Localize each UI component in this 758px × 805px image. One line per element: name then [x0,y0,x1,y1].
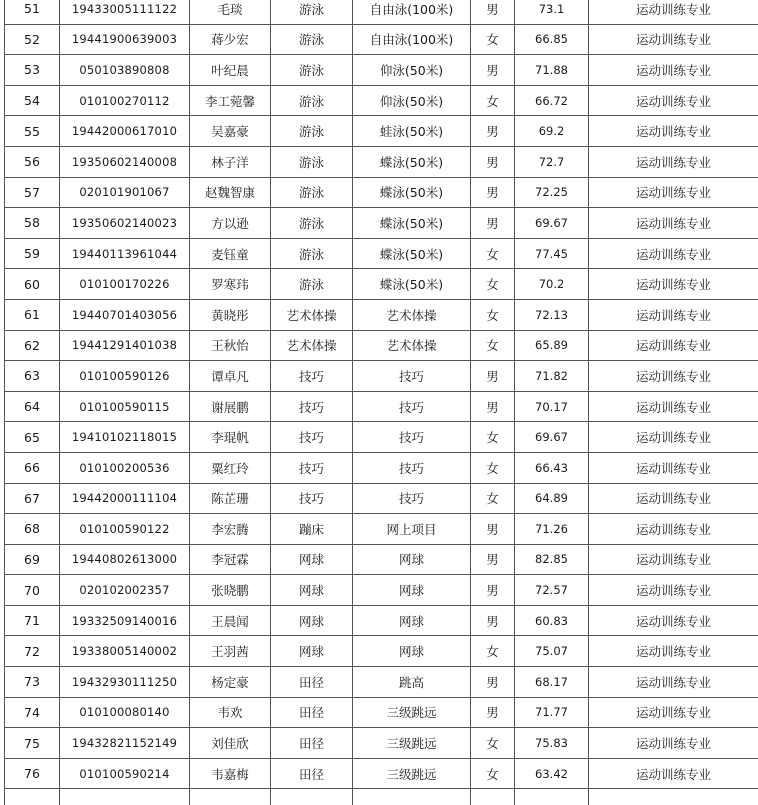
table-row [5,269,758,300]
row-number-cell: 62 [5,330,60,361]
row-number-cell: 59 [5,238,60,269]
row-number-cell: 72 [5,636,60,667]
gender-cell: 男 [471,667,515,698]
gender-cell: 女 [471,636,515,667]
row-number-cell: 71 [5,605,60,636]
sport-cell: 技巧 [271,483,353,514]
row-number-cell: 75 [5,728,60,759]
sport-cell: 网球 [271,605,353,636]
name-cell [190,789,271,805]
gender-cell: 男 [471,177,515,208]
candidate-id-cell: 010100590115 [60,391,190,422]
table-row [5,24,758,55]
candidate-id-cell: 010100200536 [60,452,190,483]
sport-cell: 田径 [271,697,353,728]
name-cell: 李冠霖 [190,544,271,575]
name-cell: 罗寒玮 [190,269,271,300]
event-cell: 仰泳(50米) [353,85,471,116]
table-row [5,361,758,392]
gender-cell: 男 [471,514,515,545]
gender-cell: 男 [471,0,515,24]
candidate-id-cell: 19442000617010 [60,116,190,147]
row-number-cell: 58 [5,208,60,239]
candidate-id-cell: 010100590126 [60,361,190,392]
candidate-id-cell: 010100590122 [60,514,190,545]
candidate-id-cell: 19440113961044 [60,238,190,269]
score-cell [515,789,589,805]
name-cell: 毛琰 [190,0,271,24]
major-cell: 运动训练专业 [589,55,758,86]
table-row [5,116,758,147]
score-cell: 69.67 [515,422,589,453]
name-cell: 林子洋 [190,146,271,177]
gender-cell: 男 [471,391,515,422]
sport-cell: 艺术体操 [271,299,353,330]
name-cell: 王羽茜 [190,636,271,667]
name-cell: 谢展鹏 [190,391,271,422]
major-cell: 运动训练专业 [589,269,758,300]
sport-cell: 游泳 [271,146,353,177]
candidate-id-cell: 19440802613000 [60,544,190,575]
event-cell: 技巧 [353,483,471,514]
table-row [5,605,758,636]
event-cell: 艺术体操 [353,330,471,361]
major-cell: 运动训练专业 [589,0,758,24]
score-cell: 82.85 [515,544,589,575]
candidate-id-cell: 19433005111122 [60,0,190,24]
major-cell: 运动训练专业 [589,238,758,269]
score-cell: 64.89 [515,483,589,514]
score-cell: 63.42 [515,758,589,789]
sport-cell: 游泳 [271,24,353,55]
major-cell: 运动训练专业 [589,330,758,361]
gender-cell: 女 [471,452,515,483]
gender-cell [471,789,515,805]
table-row [5,422,758,453]
score-cell: 71.26 [515,514,589,545]
event-cell [353,789,471,805]
gender-cell: 男 [471,544,515,575]
table-row [5,667,758,698]
score-cell: 66.85 [515,24,589,55]
score-cell: 71.88 [515,55,589,86]
row-number-cell: 74 [5,697,60,728]
score-cell: 71.77 [515,697,589,728]
major-cell: 运动训练专业 [589,728,758,759]
name-cell: 陈芷珊 [190,483,271,514]
candidate-id-cell: 010100080140 [60,697,190,728]
table-row [5,728,758,759]
candidate-id-cell: 19332509140016 [60,605,190,636]
event-cell: 三级跳远 [353,697,471,728]
row-number-cell: 76 [5,758,60,789]
event-cell: 蝶泳(50米) [353,146,471,177]
name-cell: 赵魏智康 [190,177,271,208]
name-cell: 叶纪晨 [190,55,271,86]
row-number-cell: 57 [5,177,60,208]
sport-cell: 游泳 [271,55,353,86]
score-cell: 68.17 [515,667,589,698]
sport-cell: 游泳 [271,0,353,24]
sport-cell: 技巧 [271,422,353,453]
name-cell: 粟红玲 [190,452,271,483]
sport-cell: 游泳 [271,269,353,300]
event-cell: 网球 [353,575,471,606]
sport-cell: 田径 [271,758,353,789]
candidate-id-cell: 19441291401038 [60,330,190,361]
sport-cell: 田径 [271,728,353,759]
gender-cell: 女 [471,269,515,300]
candidate-id-cell: 19432930111250 [60,667,190,698]
event-cell: 技巧 [353,452,471,483]
table-row [5,483,758,514]
candidate-id-cell: 19442000111104 [60,483,190,514]
name-cell: 韦嘉梅 [190,758,271,789]
major-cell: 运动训练专业 [589,575,758,606]
row-number-cell: 69 [5,544,60,575]
event-cell: 仰泳(50米) [353,55,471,86]
major-cell [589,789,758,805]
sport-cell: 蹦床 [271,514,353,545]
name-cell: 张晓鹏 [190,575,271,606]
row-number-cell: 65 [5,422,60,453]
major-cell: 运动训练专业 [589,758,758,789]
row-number-cell: 64 [5,391,60,422]
event-cell: 自由泳(100米) [353,24,471,55]
table-row [5,575,758,606]
row-number-cell [5,789,60,805]
table-row [5,299,758,330]
name-cell: 麦钰童 [190,238,271,269]
sport-cell: 艺术体操 [271,330,353,361]
candidate-id-cell: 19432821152149 [60,728,190,759]
row-number-cell: 56 [5,146,60,177]
major-cell: 运动训练专业 [589,636,758,667]
table-row [5,636,758,667]
gender-cell: 男 [471,361,515,392]
score-cell: 70.17 [515,391,589,422]
event-cell: 蝶泳(50米) [353,177,471,208]
candidate-id-cell: 050103890808 [60,55,190,86]
sport-cell: 游泳 [271,208,353,239]
score-cell: 77.45 [515,238,589,269]
major-cell: 运动训练专业 [589,361,758,392]
major-cell: 运动训练专业 [589,24,758,55]
major-cell: 运动训练专业 [589,391,758,422]
score-cell: 72.13 [515,299,589,330]
gender-cell: 女 [471,299,515,330]
name-cell: 吴嘉豪 [190,116,271,147]
major-cell: 运动训练专业 [589,208,758,239]
score-cell: 75.07 [515,636,589,667]
score-cell: 60.83 [515,605,589,636]
event-cell: 蝶泳(50米) [353,208,471,239]
score-cell: 72.7 [515,146,589,177]
row-number-cell: 68 [5,514,60,545]
candidate-id-cell: 010100270112 [60,85,190,116]
event-cell: 自由泳(100米) [353,0,471,24]
sport-cell: 技巧 [271,361,353,392]
event-cell: 蝶泳(50米) [353,269,471,300]
gender-cell: 男 [471,55,515,86]
candidate-id-cell: 19350602140008 [60,146,190,177]
major-cell: 运动训练专业 [589,697,758,728]
table-row [5,55,758,86]
row-number-cell: 63 [5,361,60,392]
table-row [5,789,758,805]
sport-cell: 网球 [271,575,353,606]
candidate-id-cell: 010100590214 [60,758,190,789]
sport-cell: 游泳 [271,238,353,269]
candidate-id-cell: 19441900639003 [60,24,190,55]
major-cell: 运动训练专业 [589,116,758,147]
gender-cell: 女 [471,728,515,759]
table-row [5,208,758,239]
name-cell: 黄晓彤 [190,299,271,330]
event-cell: 网上项目 [353,514,471,545]
gender-cell: 男 [471,605,515,636]
gender-cell: 女 [471,238,515,269]
gender-cell: 男 [471,575,515,606]
row-number-cell: 53 [5,55,60,86]
sport-cell: 技巧 [271,391,353,422]
name-cell: 王秋怡 [190,330,271,361]
major-cell: 运动训练专业 [589,667,758,698]
score-cell: 72.57 [515,575,589,606]
major-cell: 运动训练专业 [589,483,758,514]
gender-cell: 男 [471,697,515,728]
table-row [5,146,758,177]
name-cell: 李宏腾 [190,514,271,545]
major-cell: 运动训练专业 [589,514,758,545]
gender-cell: 女 [471,483,515,514]
event-cell: 网球 [353,605,471,636]
gender-cell: 男 [471,146,515,177]
score-cell: 73.1 [515,0,589,24]
table-row [5,330,758,361]
table-row [5,758,758,789]
table-row [5,452,758,483]
event-cell: 蝶泳(50米) [353,238,471,269]
sport-cell: 游泳 [271,116,353,147]
name-cell: 王晨闻 [190,605,271,636]
name-cell: 蒋少宏 [190,24,271,55]
gender-cell: 男 [471,116,515,147]
name-cell: 方以逊 [190,208,271,239]
major-cell: 运动训练专业 [589,605,758,636]
candidate-id-cell: 020101901067 [60,177,190,208]
event-cell: 技巧 [353,361,471,392]
table-row [5,177,758,208]
candidate-id-cell: 010100170226 [60,269,190,300]
table-row [5,697,758,728]
score-cell: 66.72 [515,85,589,116]
score-cell: 66.43 [515,452,589,483]
sport-cell: 网球 [271,544,353,575]
table-row [5,85,758,116]
score-cell: 71.82 [515,361,589,392]
table-body [5,0,758,805]
row-number-cell: 54 [5,85,60,116]
row-number-cell: 73 [5,667,60,698]
name-cell: 谭卓凡 [190,361,271,392]
row-number-cell: 51 [5,0,60,24]
gender-cell: 女 [471,85,515,116]
major-cell: 运动训练专业 [589,422,758,453]
name-cell: 李工菀馨 [190,85,271,116]
score-cell: 72.25 [515,177,589,208]
row-number-cell: 55 [5,116,60,147]
event-cell: 三级跳远 [353,728,471,759]
table-row [5,238,758,269]
row-number-cell: 61 [5,299,60,330]
major-cell: 运动训练专业 [589,85,758,116]
sport-cell [271,789,353,805]
score-cell: 65.89 [515,330,589,361]
gender-cell: 女 [471,422,515,453]
event-cell: 跳高 [353,667,471,698]
candidate-id-cell [60,789,190,805]
name-cell: 杨定豪 [190,667,271,698]
event-cell: 三级跳远 [353,758,471,789]
name-cell: 韦欢 [190,697,271,728]
row-number-cell: 60 [5,269,60,300]
event-cell: 网球 [353,636,471,667]
name-cell: 李琨帆 [190,422,271,453]
event-cell: 蛙泳(50米) [353,116,471,147]
gender-cell: 女 [471,24,515,55]
gender-cell: 女 [471,758,515,789]
candidate-id-cell: 19410102118015 [60,422,190,453]
major-cell: 运动训练专业 [589,299,758,330]
candidate-id-cell: 19338005140002 [60,636,190,667]
gender-cell: 女 [471,330,515,361]
results-table [4,0,758,805]
event-cell: 技巧 [353,422,471,453]
score-cell: 75.83 [515,728,589,759]
row-number-cell: 66 [5,452,60,483]
score-cell: 70.2 [515,269,589,300]
sport-cell: 网球 [271,636,353,667]
row-number-cell: 70 [5,575,60,606]
event-cell: 网球 [353,544,471,575]
sport-cell: 技巧 [271,452,353,483]
event-cell: 艺术体操 [353,299,471,330]
table-row [5,514,758,545]
score-cell: 69.67 [515,208,589,239]
major-cell: 运动训练专业 [589,452,758,483]
major-cell: 运动训练专业 [589,177,758,208]
row-number-cell: 52 [5,24,60,55]
event-cell: 技巧 [353,391,471,422]
gender-cell: 男 [471,208,515,239]
major-cell: 运动训练专业 [589,544,758,575]
candidate-id-cell: 020102002357 [60,575,190,606]
table-row [5,544,758,575]
sport-cell: 游泳 [271,177,353,208]
candidate-id-cell: 19350602140023 [60,208,190,239]
major-cell: 运动训练专业 [589,146,758,177]
name-cell: 刘佳欣 [190,728,271,759]
sport-cell: 田径 [271,667,353,698]
row-number-cell: 67 [5,483,60,514]
table-row [5,0,758,24]
candidate-id-cell: 19440701403056 [60,299,190,330]
table-row [5,391,758,422]
score-cell: 69.2 [515,116,589,147]
sport-cell: 游泳 [271,85,353,116]
